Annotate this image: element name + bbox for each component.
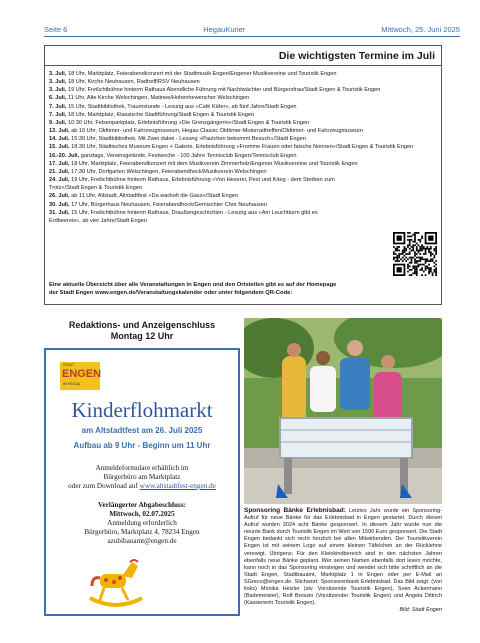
event-item — [49, 94, 437, 102]
deadline-notice-line2: Montag 12 Uhr — [110, 331, 174, 341]
event-date: 7. Juli, — [49, 103, 67, 110]
flohmarkt-time: Aufbau ab 9 Uhr - Beginn um 11 Uhr — [73, 441, 211, 450]
event-text: ganztags, Vereinsgelände, Festwoche - 100 Jahre Tennisclub Engen/Tennisclub Engen — [80, 152, 297, 159]
issue-date: Mittwoch, 25. Juni 2025 — [381, 24, 460, 34]
page-number: Seite 6 — [44, 24, 68, 34]
event-text: 18 Uhr, Marktplatz, Feierabendkonzert mit dem Musikverein Zimmerholz/Engener Musikvereine und Touristik Engen — [71, 160, 358, 167]
event-text: 18 Uhr, Marktplatz, Feierabendkonzert mit der Stadtmusik Engen/Engener Musikvereine und Touristik Engen — [67, 71, 337, 77]
logo-word: ENGEN — [62, 368, 102, 380]
event-text: 10:30 Uhr, Felsenparkplatz, Erlebnisführung »Die Grenzgängerin«/Stadt Engen & Touristik Engen — [67, 119, 310, 126]
event-date: 3. Juli, — [49, 71, 67, 77]
events-title-bar — [45, 46, 441, 66]
deadline-email[interactable]: azubibauamt@engen.de — [107, 537, 177, 545]
event-item — [49, 127, 437, 135]
event-item — [49, 135, 437, 143]
qr-code[interactable] — [393, 232, 437, 276]
events-title: Die wichtigsten Termine im Juli — [278, 49, 435, 62]
deadline-title: Verlängerter Abgabeschluss: — [97, 501, 187, 509]
event-date: 3. Juli, — [49, 79, 67, 86]
event-text: ab 11 Uhr, Altstadt, Altstadtfest »Da wackelt die Gass«/Stadt Engen — [71, 193, 238, 200]
deadline-notice-line1: Redaktions- und Anzeigenschluss — [68, 320, 216, 330]
info-line-1: Anmeldeformulare erhältlich im — [95, 464, 189, 472]
event-text: 18 Uhr, Kirche Neuhausen, Radtreff/RSV Neuhausen — [67, 79, 200, 86]
event-date: 26. Juli, — [49, 193, 70, 200]
event-item — [49, 78, 437, 86]
events-list — [49, 70, 437, 225]
event-date: 30. Juli, — [49, 201, 70, 208]
event-item — [49, 70, 437, 78]
event-text: 17:30 Uhr, Dorfgarten Welschingen, Feierabendhock/Musikverein Welschingen — [71, 168, 267, 175]
deadline-address: Bürgerbüro, Marktplatz 4, 78234 Engen — [84, 528, 200, 536]
download-link[interactable]: www.altstadtfest-engen.de — [139, 482, 216, 490]
event-item — [49, 209, 344, 225]
event-date: 21. Juli, — [49, 168, 70, 175]
events-footer: Eine aktuelle Übersicht über alle Veranstaltungen in Engen und den Ortsteilen gibt es auf der Homepage der Stadt Engen www.engen.de/Veranstaltungskalender oder unter folgendem QR-Code: — [49, 282, 337, 296]
event-date: 17. Juli, — [49, 160, 70, 167]
photo-caption — [244, 507, 442, 614]
flohmarkt-info — [46, 464, 238, 491]
event-date: 7. Juli, — [49, 111, 67, 118]
event-item — [49, 168, 437, 176]
info-line-3-text: oder zum Download auf — [68, 482, 138, 490]
event-date: 15. Juli, — [49, 144, 70, 151]
event-date: 3. Juli, — [49, 87, 67, 94]
engen-logo — [60, 362, 100, 390]
event-item — [49, 160, 437, 168]
event-text: ab 10 Uhr, Oldtimer- und Fahrzeugmuseum, Hegau Classic Oldtimer-Motorradtreffen/Oldtimer- und Fahrzeugmuseum — [71, 128, 363, 135]
header-divider — [44, 36, 460, 37]
logo-small-top: STADT — [63, 363, 75, 367]
event-text: 17 Uhr, Bürgerhaus Neuhausen, Feierabendhock/Gemischter Chor Neuhausen — [71, 201, 267, 208]
event-date: 16.-20. Juli, — [49, 152, 80, 159]
event-date: 9. Juli, — [49, 119, 67, 126]
info-line-3 — [46, 482, 238, 491]
event-item — [49, 176, 344, 192]
event-item — [49, 201, 344, 209]
event-item — [49, 111, 437, 119]
event-text: 19 Uhr, Freilichtbühne hinterm Rathaus, Erlebnisführung »Von Hexerei, Pest und Krieg - dem Sterben zum Trotz«/Stadt Engen & Touristik Engen — [49, 177, 335, 192]
photo-credit: Bild: Stadt Engen — [399, 607, 442, 614]
rocking-horse-icon — [86, 556, 146, 608]
flohmarkt-title: Kinderflohmarkt — [71, 398, 213, 422]
deadline-note: Anmeldung erforderlich — [107, 519, 177, 527]
flohmarkt-deadline — [46, 501, 238, 546]
info-line-2: Bürgerbüro am Marktplatz — [103, 473, 181, 481]
caption-title: Sponsoring Bänke Erlebnisbad: — [244, 507, 346, 514]
event-text: 15:30 Uhr, Stadtbibliothek, Mit Zwei dabei - Lesung »Paulchen bekommt Besuch«/Stadt Engen — [71, 136, 306, 143]
event-item — [49, 143, 437, 151]
flohmarkt-date: am Altstadtfest am 26. Juli 2025 — [81, 426, 203, 435]
event-item — [49, 119, 437, 127]
flohmarkt-ad — [44, 348, 240, 616]
event-text: 15 Uhr, Freilichtbühne hinterm Rathaus, Draußengeschichten - Lesung aus »Am Leuchtturm gibt es Erdbeereis«, ab vier Jahre/Stadt Engen — [49, 209, 318, 224]
event-item — [49, 192, 344, 200]
event-text: 11 Uhr, Alte Kirche Welschingen, Matinee/Hohenhewenchor Welschingen — [67, 95, 250, 102]
event-date: 24. Juli, — [49, 177, 70, 184]
event-text: 19 Uhr, Freilichtbühne hinterm Rathaus Abendliche Führung mit Nachtwächter und Bürgersfrau/Stadt Engen & Touristik Engen — [67, 87, 381, 94]
event-date: 31. Juli, — [49, 209, 70, 216]
deadline-notice — [44, 320, 240, 342]
logo-sub: IM HEGAU — [63, 382, 81, 386]
event-item — [49, 152, 437, 160]
event-date: 13. Juli, — [49, 128, 70, 135]
event-text: 18:30 Uhr, Städtisches Museum Engen + Galerie, Erlebnisführung »Fromme Frauen oder falsche Nonnen«/Stadt Engen & Touristik Engen — [71, 144, 414, 151]
event-item — [49, 86, 437, 94]
page-header — [44, 22, 460, 36]
event-text: 15 Uhr, Stadtbibliothek, Traumstunde - Lesung aus »Café Käfer«, ab fünf Jahre/Stadt Engen — [67, 103, 297, 110]
deadline-date: Mittwoch, 02.07.2025 — [109, 510, 175, 518]
newspaper-name: HegauKurier — [203, 24, 246, 34]
event-date: 6. Juli, — [49, 95, 67, 102]
event-text: 18 Uhr, Marktplatz, Klassische Stadtführung/Stadt Engen & Touristik Engen — [67, 111, 255, 118]
caption-text: Letztes Jahr wurde ein Sponsoring-Aufruf für neue Bänke für das Erlebnisbad in Engen gestartet. Durch diesen Aufruf wurden 2024 acht Bänke gesponsert. In diesem Jahr wurde nun die neunte Bank durch Touristik Engen im Wert von 1500 Euro gesponsert. Die Stadt Engen bedankt sich recht herzlich bei allen Mitwirkenden. Der Touristikverein Engen ist mit seinem Logo auf einem kleinen Täfelchen an der Rücklehne verewigt. Übrigens: Für den Kleinkindbereich sind in den nächsten Jahren ebenfalls neue Bänke geplant. Wer seinen Namen ebenfalls dort lesen möchte, kann noch in das Sponsoring einsteigen und wendet sich bitte schriftlich an die Stadt Engen, Stadtbauamt, Marktplatz 1 in Engen oder per E-Mail an SGreco@engen.de. Stichwort: Sponsorenbank Erlebnisbad. Das Bild zeigt: (von links) Monika Heizler (stv. Vorsitzende Touristik Engen), Sven Ackermann (Bademeister), Rolf Broszio (Vorsitzender Touristik Engen) und Angela Dittrich (Kassiererin Touristik Engen). — [244, 508, 442, 607]
event-item — [49, 103, 437, 111]
event-date: 14. Juli, — [49, 136, 70, 143]
bench-photo — [244, 318, 442, 504]
events-box — [44, 45, 442, 305]
